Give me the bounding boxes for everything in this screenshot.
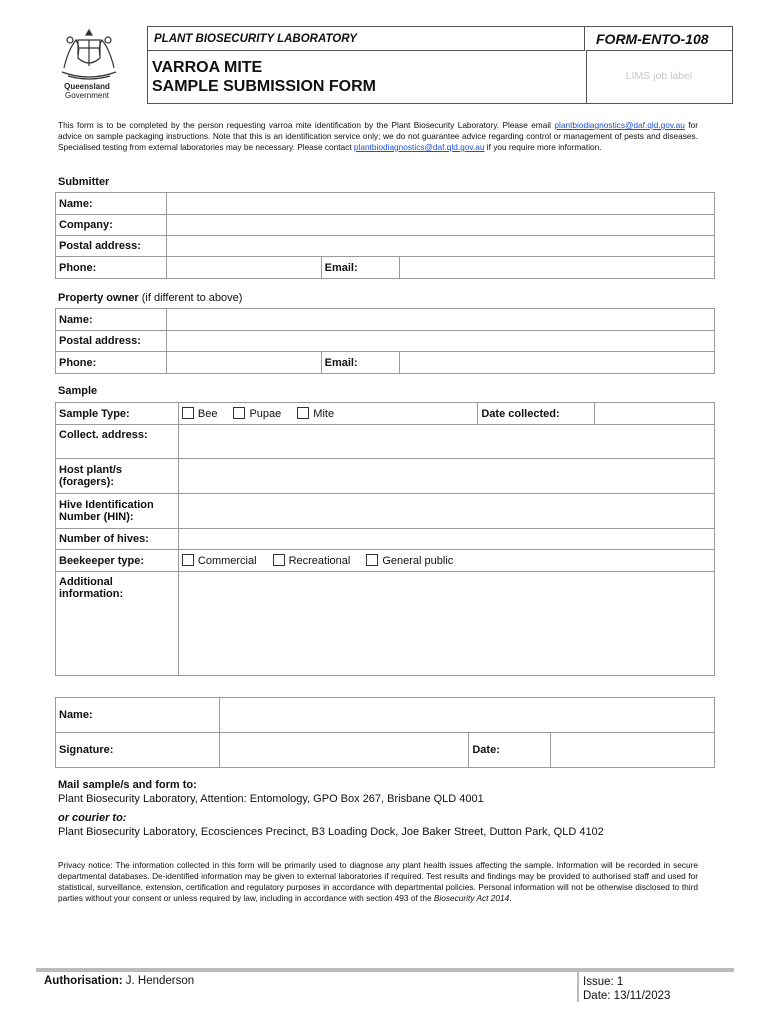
- owner-name-label: Name:: [56, 309, 167, 331]
- sample-heading: Sample: [58, 385, 98, 397]
- sample-type-options: [178, 403, 477, 425]
- submitter-phone-field[interactable]: [166, 257, 321, 279]
- host-plant-field[interactable]: [178, 459, 714, 494]
- sample-table: [55, 402, 715, 676]
- sign-name-label: Name:: [56, 698, 220, 733]
- owner-heading-note: (if different to above): [138, 292, 243, 304]
- signature-table: [55, 697, 715, 768]
- sign-date-field[interactable]: [551, 733, 715, 768]
- host-plant-label-2: (foragers):: [59, 476, 115, 488]
- intro-text-3: if you require more information.: [484, 142, 602, 152]
- footer-divider: [36, 968, 734, 972]
- owner-phone-label: Phone:: [56, 352, 167, 374]
- additional-info-label-2: information:: [59, 588, 124, 600]
- intro-paragraph: [58, 120, 698, 153]
- privacy-end: .: [509, 893, 512, 903]
- sample-type-bee[interactable]: [182, 408, 218, 420]
- additional-info-field[interactable]: [178, 572, 714, 676]
- footer-vertical-divider: [577, 972, 579, 1002]
- lab-name: PLANT BIOSECURITY LABORATORY: [148, 27, 585, 51]
- mail-heading: Mail sample/s and form to:: [58, 779, 197, 791]
- checkbox-icon[interactable]: [366, 554, 378, 566]
- owner-email-label: Email:: [321, 352, 399, 374]
- checkbox-icon[interactable]: [182, 554, 194, 566]
- host-plant-label-1: Host plant/s: [59, 464, 122, 476]
- additional-info-label-1: Additional: [59, 576, 113, 588]
- issue-date: Date: 13/11/2023: [583, 990, 671, 1002]
- sample-type-label: Sample Type:: [56, 403, 179, 425]
- form-code: FORM-ENTO-108: [586, 27, 732, 51]
- sample-type-bee-label: Bee: [197, 408, 218, 420]
- host-plant-label: [56, 459, 179, 494]
- logo-text: [54, 82, 120, 100]
- submitter-name-label: Name:: [56, 193, 167, 215]
- checkbox-icon[interactable]: [273, 554, 285, 566]
- hin-label-1: Hive Identification: [59, 499, 154, 511]
- owner-email-field[interactable]: [399, 352, 714, 374]
- owner-postal-label: Postal address:: [56, 331, 167, 352]
- authorisation-label: Authorisation:: [44, 975, 123, 987]
- courier-heading: or courier to:: [58, 812, 127, 824]
- submitter-postal-field[interactable]: [166, 236, 714, 257]
- checkbox-icon[interactable]: [297, 407, 309, 419]
- beekeeper-type-options: [178, 550, 714, 572]
- signature-field[interactable]: [219, 733, 469, 768]
- date-collected-label: Date collected:: [478, 403, 595, 425]
- intro-email-link-2[interactable]: plantbiodiagnostics@daf.qld.gov.au: [353, 142, 485, 152]
- additional-info-label: [56, 572, 179, 676]
- beekeeper-general-public[interactable]: [366, 555, 453, 567]
- signature-label: Signature:: [56, 733, 220, 768]
- owner-heading: [58, 292, 242, 304]
- mail-section: [58, 778, 604, 839]
- beekeeper-recreational[interactable]: [273, 555, 351, 567]
- collect-address-field[interactable]: [178, 425, 714, 459]
- sample-type-pupae-label: Pupae: [249, 408, 282, 420]
- hives-label: Number of hives:: [56, 529, 179, 550]
- form-title: [152, 58, 376, 96]
- hin-field[interactable]: [178, 494, 714, 529]
- owner-heading-text: Property owner: [58, 292, 139, 304]
- submitter-company-label: Company:: [56, 215, 167, 236]
- collect-address-label: Collect. address:: [56, 425, 179, 459]
- owner-phone-field[interactable]: [166, 352, 321, 374]
- hin-label-2: Number (HIN):: [59, 511, 134, 523]
- intro-text-2: for advice on sample packaging instructions. Note that this is an identification service only; we do not guarantee advice regarding control or management of pests and diseases. Specialised testing from external laboratories may be necessary. Please contact: [58, 120, 698, 152]
- checkbox-icon[interactable]: [182, 407, 194, 419]
- sign-name-field[interactable]: [219, 698, 714, 733]
- sign-date-label: Date:: [469, 733, 551, 768]
- issue-number: Issue: 1: [583, 976, 624, 988]
- footer-authorisation: [44, 975, 194, 987]
- logo-sub: Government: [64, 91, 110, 100]
- form-title-line1: VARROA MITE: [152, 59, 263, 76]
- submitter-email-field[interactable]: [399, 257, 714, 279]
- privacy-act: Biosecurity Act 2014: [433, 893, 510, 903]
- mail-address: Plant Biosecurity Laboratory, Attention: Entomology, GPO Box 267, Brisbane QLD 4001: [58, 793, 484, 805]
- footer-issue-block: [583, 975, 670, 1003]
- beekeeper-general-public-label: General public: [382, 555, 454, 567]
- sample-type-mite-label: Mite: [313, 408, 335, 420]
- intro-email-link-1[interactable]: plantbiodiagnostics@daf.qld.gov.au: [554, 120, 685, 130]
- sample-type-mite[interactable]: [297, 408, 334, 420]
- submitter-phone-label: Phone:: [56, 257, 167, 279]
- logo-name: Queensland: [64, 82, 110, 91]
- authorisation-name: J. Henderson: [122, 975, 195, 987]
- submitter-table: [55, 192, 715, 279]
- owner-table: [55, 308, 715, 374]
- owner-name-field[interactable]: [166, 309, 714, 331]
- submitter-name-field[interactable]: [166, 193, 714, 215]
- owner-postal-field[interactable]: [166, 331, 714, 352]
- hin-label: [56, 494, 179, 529]
- checkbox-icon[interactable]: [233, 407, 245, 419]
- beekeeper-commercial-label: Commercial: [197, 555, 257, 567]
- lims-job-label: LIMS job label: [625, 70, 693, 82]
- submitter-postal-label: Postal address:: [56, 236, 167, 257]
- beekeeper-commercial[interactable]: [182, 555, 257, 567]
- intro-text-1: This form is to be completed by the person requesting varroa mite identification by the Plant Biosecurity Laboratory. Please email: [58, 120, 555, 130]
- privacy-notice: [58, 860, 698, 904]
- beekeeper-type-label: Beekeeper type:: [56, 550, 179, 572]
- courier-address: Plant Biosecurity Laboratory, Ecosciences Precinct, B3 Loading Dock, Joe Baker Street, Dutton Park, QLD 4102: [58, 826, 604, 838]
- submitter-company-field[interactable]: [166, 215, 714, 236]
- submitter-heading: Submitter: [58, 176, 110, 188]
- beekeeper-recreational-label: Recreational: [288, 555, 351, 567]
- form-title-line2: SAMPLE SUBMISSION FORM: [152, 78, 377, 95]
- date-collected-field[interactable]: [595, 403, 715, 425]
- submitter-email-label: Email:: [321, 257, 399, 279]
- hives-field[interactable]: [178, 529, 714, 550]
- sample-type-pupae[interactable]: [233, 408, 281, 420]
- privacy-text: Privacy notice: The information collected in this form will be primarily used to diagnose any plant health issues affecting the sample. Information will be recorded in secure departmental databases. De-identified information may be given to external laboratories if required. Test results and findings may be provided to authorised staff and used for statistical, surveillance, extension, certification and regulatory purposes in accordance with departmental policies. Personal information will not be otherwise disclosed to third parties without your consent or unless required by law, including in accordance with section 493 of the: [58, 860, 698, 903]
